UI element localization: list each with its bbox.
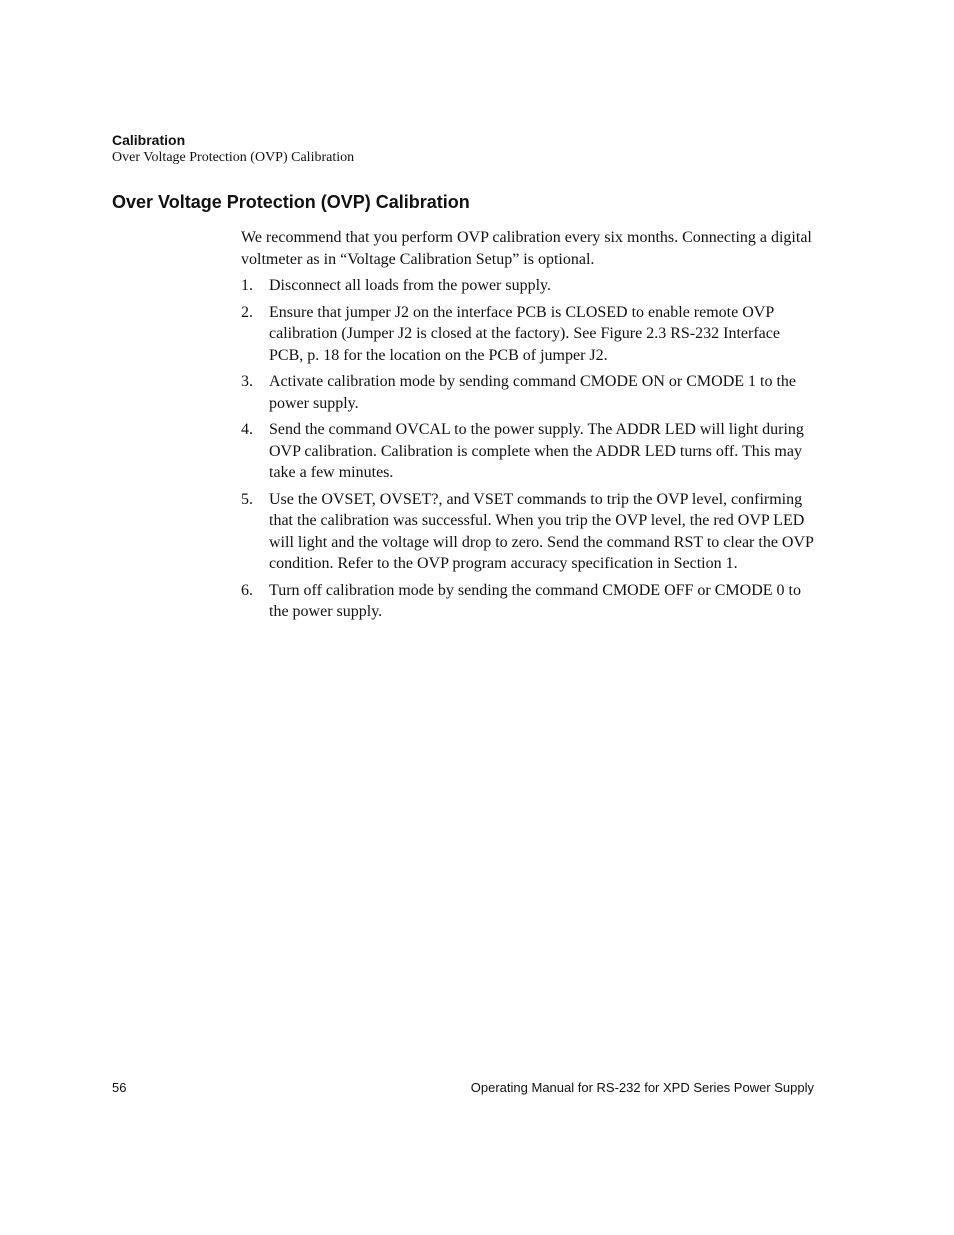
step-item [241,419,816,484]
body-content [241,227,816,628]
step-number: 1. [241,277,253,294]
page-number: 56 [112,1080,127,1095]
step-number: 5. [241,490,253,508]
section-title: Over Voltage Protection (OVP) Calibration [112,192,470,212]
step-number: 4. [241,421,253,438]
step-item [241,302,816,367]
step-item [241,371,816,414]
step-text: Send the command OVCAL to the power supply. The ADDR LED will light during OVP calibration. Calibration is complete when the ADDR LED turns off. This may take a few minutes. [269,421,804,481]
header-section: Calibration [112,132,186,148]
step-text: Turn off calibration mode by sending the command CMODE OFF or CMODE 0 to the power supply. [269,581,801,620]
steps-list [241,275,816,623]
intro-paragraph: We recommend that you perform OVP calibration every six months. Connecting a digital voltmeter as in “Voltage Calibration Setup” is optional. [241,229,812,268]
running-header [112,131,354,167]
step-item [241,580,816,623]
step-text: Use the OVSET, OVSET?, and VSET commands to trip the OVP level, confirming that the calibration was successful. When you trip the OVP level, the red OVP LED will light and the voltage will drop to zero. Send the command RST to clear the OVP condition. Refer to the OVP program accuracy specification in Section 1. [269,490,814,572]
page-footer [112,1079,814,1097]
step-number: 3. [241,373,253,390]
step-number: 2. [241,303,253,321]
header-subsection: Over Voltage Protection (OVP) Calibration [112,150,355,165]
step-item [241,275,816,297]
step-item [241,489,816,575]
step-number: 6. [241,581,253,599]
step-text: Activate calibration mode by sending command CMODE ON or CMODE 1 to the power supply. [269,373,797,412]
manual-title: Operating Manual for RS-232 for XPD Series Power Supply [470,1080,814,1095]
step-text: Disconnect all loads from the power supply. [269,277,552,294]
step-text: Ensure that jumper J2 on the interface PCB is CLOSED to enable remote OVP calibration (Jumper J2 is closed at the factory). See Figure 2.3 RS-232 Interface PCB, p. 18 for the location on the PCB of jumper J2. [269,303,780,364]
